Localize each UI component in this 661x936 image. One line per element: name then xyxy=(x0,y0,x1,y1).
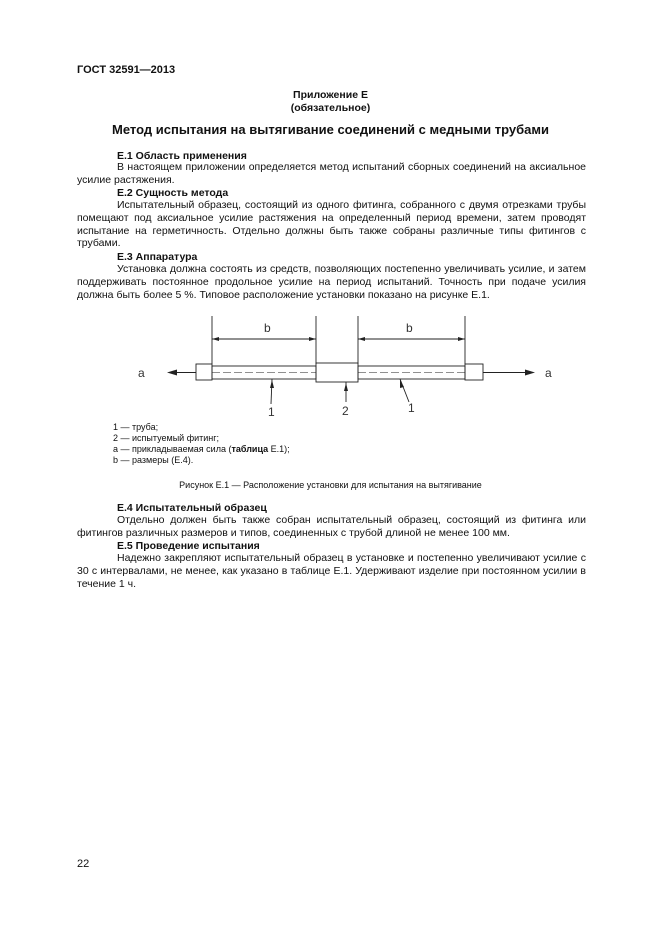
arrowhead xyxy=(212,337,219,341)
arrowhead xyxy=(309,337,316,341)
section-text-e4: Отдельно должен быть также собран испытательный образец, состоящий из фитинга или фитингов различных размеров и типов, соединенных с трубой длиной не менее 100 мм. xyxy=(77,514,586,539)
right-grip xyxy=(465,364,483,380)
section-text-e2: Испытательный образец, состоящий из одного фитинга, собранного с двумя отрезками трубы помещают под аксиальное усилие растяжения на определенный период времени, затем проводят испытание на герметичность. Отдельно должны быть также собраны различные типы фитингов с трубами. xyxy=(77,199,586,250)
legend-item-force xyxy=(113,444,290,455)
section-heading-e2: Е.2 Сущность метода xyxy=(117,187,229,199)
legend-force-suffix: Е.1); xyxy=(268,444,290,454)
label-pipe-1-left: 1 xyxy=(268,405,275,419)
legend-item-pipe: 1 — труба; xyxy=(113,422,159,432)
page-number: 22 xyxy=(77,858,90,870)
legend-force-table-word: таблица xyxy=(231,444,269,454)
arrowhead xyxy=(400,380,404,388)
legend-item-fitting: 2 — испытуемый фитинг; xyxy=(113,433,220,443)
arrowhead xyxy=(458,337,465,341)
label-fitting-2: 2 xyxy=(342,404,349,418)
label-pipe-1-right: 1 xyxy=(408,401,415,415)
label-b-right: b xyxy=(406,321,413,335)
document-id: ГОСТ 32591—2013 xyxy=(77,64,176,76)
annex-status: (обязательное) xyxy=(290,102,371,114)
section-text-e1: В настоящем приложении определяется метод испытаний сборных соединений на аксиальное усилие растяжения. xyxy=(77,161,586,186)
section-heading-e4: Е.4 Испытательный образец xyxy=(117,502,267,514)
arrowhead xyxy=(270,380,274,388)
force-arrow-right xyxy=(525,370,535,376)
legend-item-dimensions: b — размеры (Е.4). xyxy=(113,455,194,465)
section-heading-e5: Е.5 Проведение испытания xyxy=(117,540,260,552)
label-b-left: b xyxy=(264,321,271,335)
section-heading-e3: Е.3 Аппаратура xyxy=(117,251,198,263)
label-force-left: a xyxy=(138,366,145,380)
legend-force-prefix: а — прикладываемая сила ( xyxy=(113,444,232,454)
label-force-right: a xyxy=(545,366,552,380)
section-heading-e1: Е.1 Область применения xyxy=(117,150,247,162)
annex-heading: Метод испытания на вытягивание соединений с медными трубами xyxy=(112,122,549,137)
section-text-e3: Установка должна состоять из средств, позволяющих постепенно увеличивать усилие, и затем поддерживать постоянное продольное усилие на период испытаний. Точность при подаче усилия должна быть более 5 %. Типовое расположение установки показано на рисунке Е.1. xyxy=(77,263,586,301)
figure-caption: Рисунок Е.1 — Расположение установки для испытания на вытягивание xyxy=(179,480,482,490)
arrowhead xyxy=(358,337,365,341)
force-arrow-left xyxy=(167,370,177,376)
fitting xyxy=(316,363,358,382)
test-setup-figure xyxy=(120,312,570,424)
figure-legend xyxy=(113,422,290,466)
section-text-e5: Надежно закрепляют испытательный образец в установке и постепенно увеличивают усилие с 30 с интервалами, не менее, как указано в таблице Е.1. Удерживают изделие при постоянном усилии в течение 1 ч. xyxy=(77,552,586,590)
arrowhead xyxy=(344,383,348,391)
left-grip xyxy=(196,364,212,380)
annex-title: Приложение Е xyxy=(293,89,368,101)
